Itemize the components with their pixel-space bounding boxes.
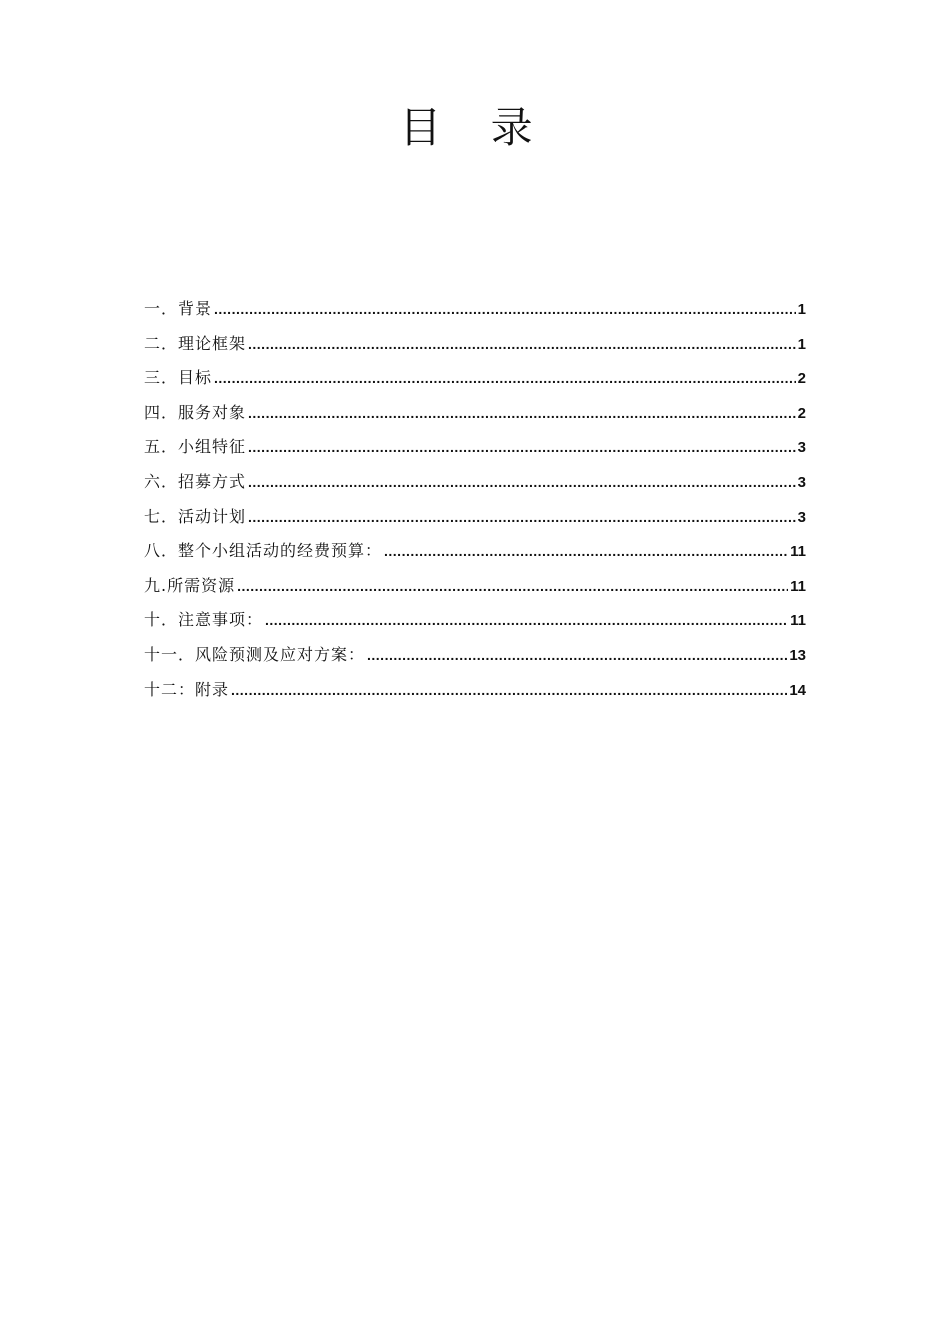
toc-dot-leader bbox=[248, 400, 796, 426]
toc-entry[interactable] bbox=[144, 607, 806, 642]
toc-entry-label: 十二：附录 bbox=[144, 679, 230, 699]
toc-dot-leader bbox=[265, 607, 788, 633]
toc-entry-label: 九.所需资源 bbox=[144, 575, 236, 595]
toc-entry[interactable] bbox=[144, 538, 806, 573]
toc-entry[interactable] bbox=[144, 573, 806, 608]
toc-dot-leader bbox=[248, 331, 796, 357]
toc-dot-leader bbox=[248, 504, 796, 530]
toc-entry-label: 二．理论框架 bbox=[144, 333, 247, 353]
toc-entry-page: 11 bbox=[790, 543, 806, 561]
toc-entry-label: 四．服务对象 bbox=[144, 402, 247, 422]
toc-entry-page: 1 bbox=[797, 301, 806, 318]
toc-entry[interactable] bbox=[144, 434, 806, 469]
toc-entry-label: 八．整个小组活动的经费预算： bbox=[144, 541, 383, 561]
toc-entry-label: 十一．风险预测及应对方案： bbox=[144, 644, 366, 664]
toc-entry-page: 2 bbox=[797, 404, 806, 422]
toc-entry[interactable] bbox=[144, 469, 806, 504]
toc-entry-label: 十．注意事项： bbox=[144, 610, 264, 630]
toc-entry[interactable] bbox=[144, 296, 806, 331]
toc-entry[interactable] bbox=[144, 504, 806, 539]
toc-entry-label: 一．背景 bbox=[144, 299, 213, 318]
toc-entry-label: 三．目标 bbox=[144, 368, 213, 388]
page-title: 目 录 bbox=[399, 103, 551, 152]
toc-dot-leader bbox=[248, 434, 796, 460]
toc-entry[interactable] bbox=[144, 642, 806, 677]
toc-entry-page: 14 bbox=[789, 681, 806, 699]
toc-entry-page: 11 bbox=[790, 612, 806, 630]
toc-entry-page: 11 bbox=[790, 577, 806, 595]
toc-entry-page: 3 bbox=[797, 473, 806, 491]
toc-entry[interactable] bbox=[144, 365, 806, 400]
toc-entry-page: 2 bbox=[797, 370, 806, 388]
toc-dot-leader bbox=[214, 365, 796, 391]
toc-entry-page: 13 bbox=[789, 646, 806, 664]
toc-entry-label: 六．招募方式 bbox=[144, 471, 247, 491]
toc-dot-leader bbox=[367, 642, 787, 668]
toc-entry[interactable] bbox=[144, 400, 806, 435]
toc-entry-page: 1 bbox=[797, 335, 806, 353]
toc-dot-leader bbox=[384, 538, 788, 564]
table-of-contents bbox=[144, 296, 806, 711]
toc-entry-page: 3 bbox=[797, 508, 806, 526]
toc-dot-leader bbox=[237, 573, 788, 599]
toc-dot-leader bbox=[214, 296, 796, 322]
toc-dot-leader bbox=[248, 469, 796, 495]
toc-entry[interactable] bbox=[144, 677, 806, 712]
toc-dot-leader bbox=[231, 677, 787, 703]
toc-entry-page: 3 bbox=[797, 439, 806, 457]
toc-entry[interactable] bbox=[144, 331, 806, 366]
toc-entry-label: 七．活动计划 bbox=[144, 506, 247, 526]
toc-entry-label: 五．小组特征 bbox=[144, 437, 247, 457]
